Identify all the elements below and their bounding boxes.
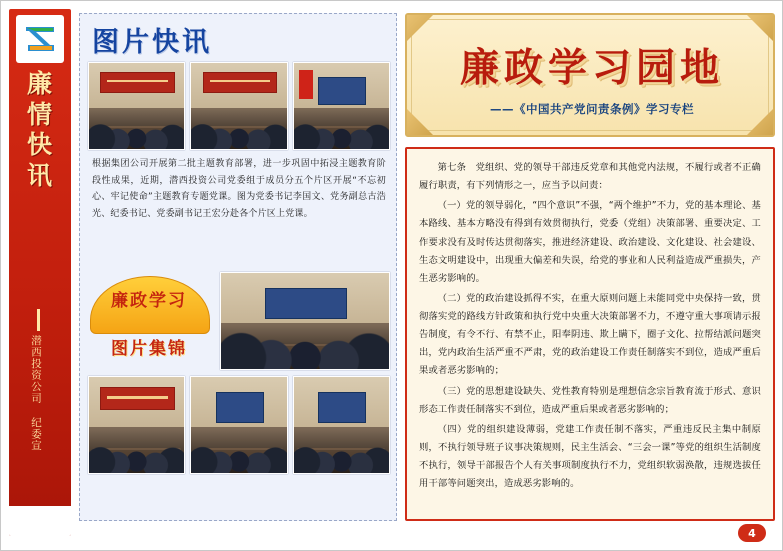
fan-graphic [90, 276, 208, 364]
article-body [405, 147, 775, 521]
article-paragraph: （四）党的组织建设薄弱，党建工作责任制不落实，严重违反民主集中制原则，不执行领导班子议事决策规则，民主生活会、“三会一课”等党的组织生活制度不执行，领导干部报告个人有关事项制度执行不力，党组织软弱涣散，违规选拔任用干部等问题突出，造成恶劣影响的。 [419, 423, 761, 490]
photo-meeting-3 [293, 62, 390, 150]
photo-screen [216, 392, 264, 423]
study-title-card [405, 13, 775, 137]
photo-meeting-1 [88, 62, 185, 150]
banner-title-char-4: 讯 [26, 160, 53, 190]
banner-title-char-3: 快 [26, 130, 53, 159]
photo-news-panel [79, 13, 397, 521]
photo-news-header [80, 14, 396, 58]
fan-text-line1: 廉政学习 [111, 291, 187, 311]
page-number-badge: 4 [738, 524, 766, 542]
photo-row-top [88, 62, 390, 148]
page-subtitle: ——《中国共产党问责条例》学习专栏 [490, 102, 694, 116]
photo-meeting-2 [190, 62, 287, 150]
photo-red-banner [100, 72, 174, 93]
photo-classroom-1 [88, 376, 185, 474]
photo-lecture-side [220, 272, 390, 370]
fan-text-line2: 图片集锦 [111, 339, 187, 359]
photo-audience [221, 325, 389, 369]
photo-audience [294, 429, 389, 473]
photo-red-banner [100, 387, 174, 410]
photo-classroom-3 [293, 376, 390, 474]
photo-news-heading: 图片快讯 [92, 27, 212, 58]
banner-divider [37, 309, 40, 331]
photo-audience [191, 109, 286, 149]
study-column [405, 13, 775, 521]
photo-screen [265, 288, 348, 319]
banner-subtitle: 潜西投资公司 纪委宣 [30, 335, 42, 452]
photo-audience [89, 429, 184, 473]
photo-audience [89, 109, 184, 149]
article-paragraph: 第七条 党组织、党的领导干部违反党章和其他党内法规，不履行或者不正确履行职责，有下列情形之一，应当予以问责： [419, 162, 761, 192]
article-paragraph: （一）党的领导弱化，“四个意识”不强，“两个维护”不力，党的基本理论、基本路线、基本方略没有得到有效贯彻执行，党委（党组）决策部署、重要决定、工作要求没有及时传达贯彻落实，推进经济建设、政治建设、文化建设、社会建设、生态文明建设中，出现重大偏差和失误，给党的事业和人民利益造成严重损失，产生恶劣影响的。 [419, 200, 761, 284]
left-red-banner [9, 9, 71, 536]
banner-title-char-1: 廉 [26, 69, 53, 98]
photo-flag [299, 70, 312, 99]
company-logo-icon [20, 19, 60, 59]
photo-audience [294, 109, 389, 149]
photo-row-bottom [88, 376, 390, 472]
banner-title [9, 69, 71, 191]
page-title: 廉政学习园地 [459, 45, 724, 91]
photo-audience [191, 429, 286, 473]
photo-news-body: 根据集团公司开展第二批主题教育部署，进一步巩固中拓浸主题教育阶段性成果，近期，潜西投资公司党委组于成员分五个片区开展“不忘初心、牢记使命”主题教育专题党课。图为党委书记李国文、党务副总古浩光、纪委书记、党委副书记王宏分赴各个片区上党课。 [92, 159, 386, 219]
article-paragraph: （二）党的政治建设抓得不实，在重大原则问题上未能同党中央保持一致，贯彻落实党的路线方针政策和执行党中央重大决策部署不力，不遵守重大事项请示报告制度，有令不行、有禁不止，阳奉阴违、欺上瞒下，圈子文化、拉帮结派问题突出，党内政治生活严重不严肃，党的政治建设工作责任制落实不到位，造成严重后果或者恶劣影响的； [419, 292, 761, 377]
article-paragraph: （三）党的思想建设缺失、党性教育特别是理想信念宗旨教育流于形式、意识形态工作责任制落实不到位，造成严重后果或者恶劣影响的； [419, 385, 761, 415]
company-logo [16, 15, 64, 63]
photo-screen [318, 392, 366, 423]
banner-title-char-2: 情 [26, 99, 53, 129]
photo-red-banner [203, 72, 277, 93]
photo-screen [318, 77, 366, 105]
photo-classroom-2 [190, 376, 287, 474]
